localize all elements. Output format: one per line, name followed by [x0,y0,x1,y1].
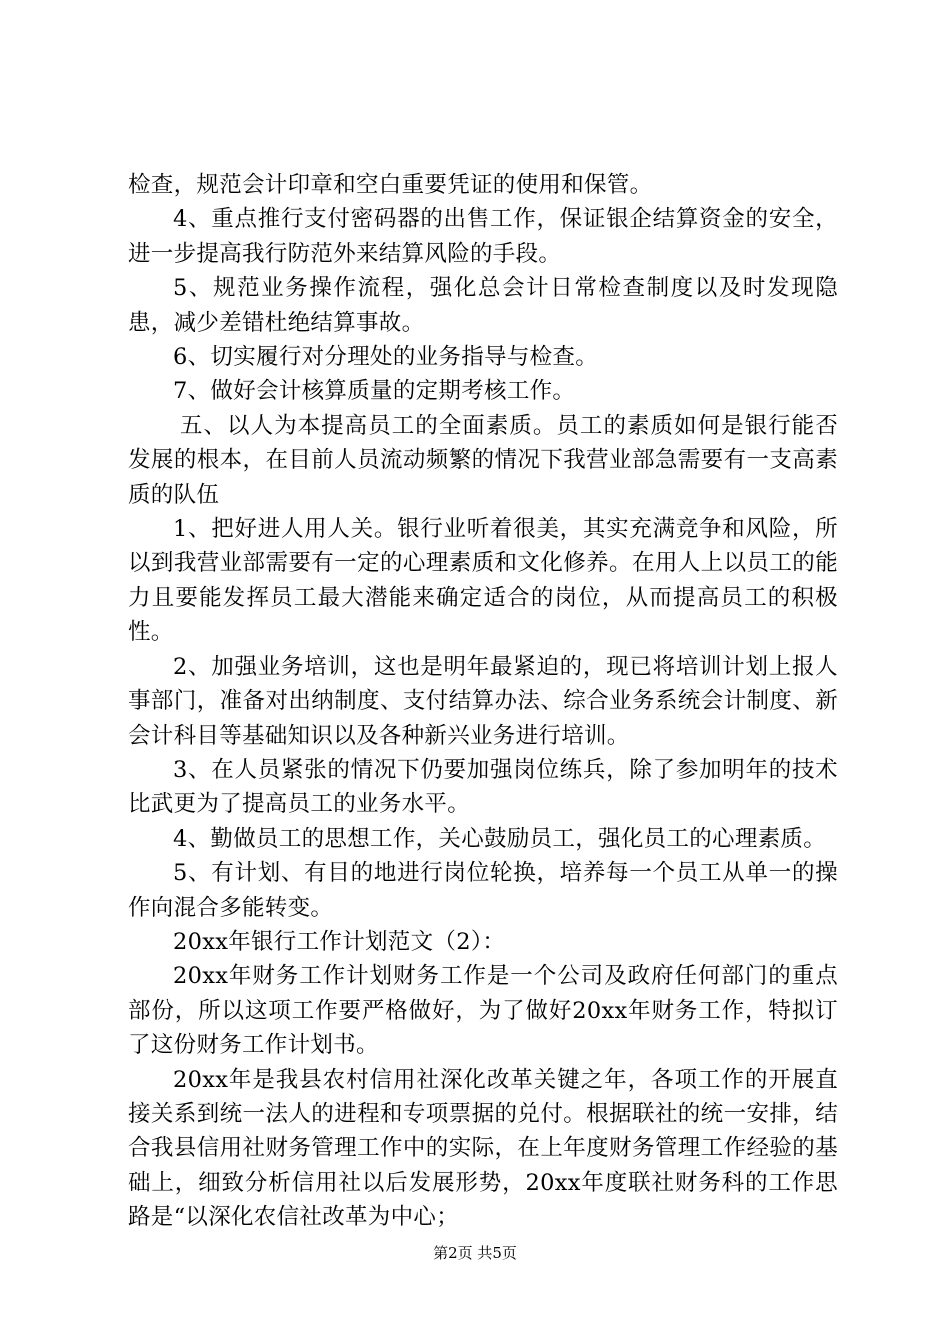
paragraph-staff-item-1: 1、把好进人用人关。银行业听着很美，其实充满竞争和风险，所以到我营业部需要有一定的心理素质和文化修养。在用人上以员工的能力且要能发挥员工最大潜能来确定适合的岗位，从而提高员工的积极性。 [128,516,838,646]
paragraph-staff-item-3: 3、在人员紧张的情况下仍要加强岗位练兵，除了参加明年的技术比武更为了提高员工的业务水平。 [128,756,838,818]
paragraph-staff-item-2: 2、加强业务培训，这也是明年最紧迫的，现已将培训计划上报人事部门，准备对出纳制度、支付结算办法、综合业务系统会计制度、新会计科目等基础知识以及各种新兴业务进行培训。 [128,653,838,749]
paragraph-staff-item-4: 4、勤做员工的思想工作，关心鼓励员工，强化员工的心理素质。 [173,825,827,852]
paragraph-item-6: 6、切实履行对分理处的业务指导与检查。 [173,344,599,371]
paragraph-finance-plan: 20xx年是我县农村信用社深化改革关键之年，各项工作的开展直接关系到统一法人的进程和专项票据的兑付。根据联社的统一安排，结合我县信用社财务管理工作中的实际，在上年度财务管理工作经验的基础上，细致分析信用社以后发展形势，20xx年度联社财务科的工作思路是“以深化农信社改革为中心； [128,1066,838,1231]
paragraph-item-7: 7、做好会计核算质量的定期考核工作。 [173,378,576,405]
paragraph-continuation: 检查，规范会计印章和空白重要凭证的使用和保管。 [128,172,653,198]
section-heading-five: 五、以人为本提高员工的全面素质。员工的素质如何是银行能否发展的根本，在目前人员流动频繁的情况下我营业部急需要有一支高素质的队伍 [128,412,838,508]
document-body [128,168,838,1235]
section-title-sample-2: 20xx年银行工作计划范文（2）： [173,928,506,955]
paragraph-item-4: 4、重点推行支付密码器的出售工作，保证银企结算资金的安全，进一步提高我行防范外来结算风险的手段。 [128,206,838,267]
paragraph-staff-item-5: 5、有计划、有目的地进行岗位轮换，培养每一个员工从单一的操作向混合多能转变。 [128,860,838,921]
paragraph-finance-intro: 20xx年财务工作计划财务工作是一个公司及政府任何部门的重点部份，所以这项工作要严格做好，为了做好20xx年财务工作，特拟订了这份财务工作计划书。 [128,963,838,1059]
page-footer: 第2页 共5页 [433,1244,517,1262]
paragraph-item-5: 5、规范业务操作流程，强化总会计日常检查制度以及时发现隐患，减少差错杜绝结算事故。 [128,275,838,336]
